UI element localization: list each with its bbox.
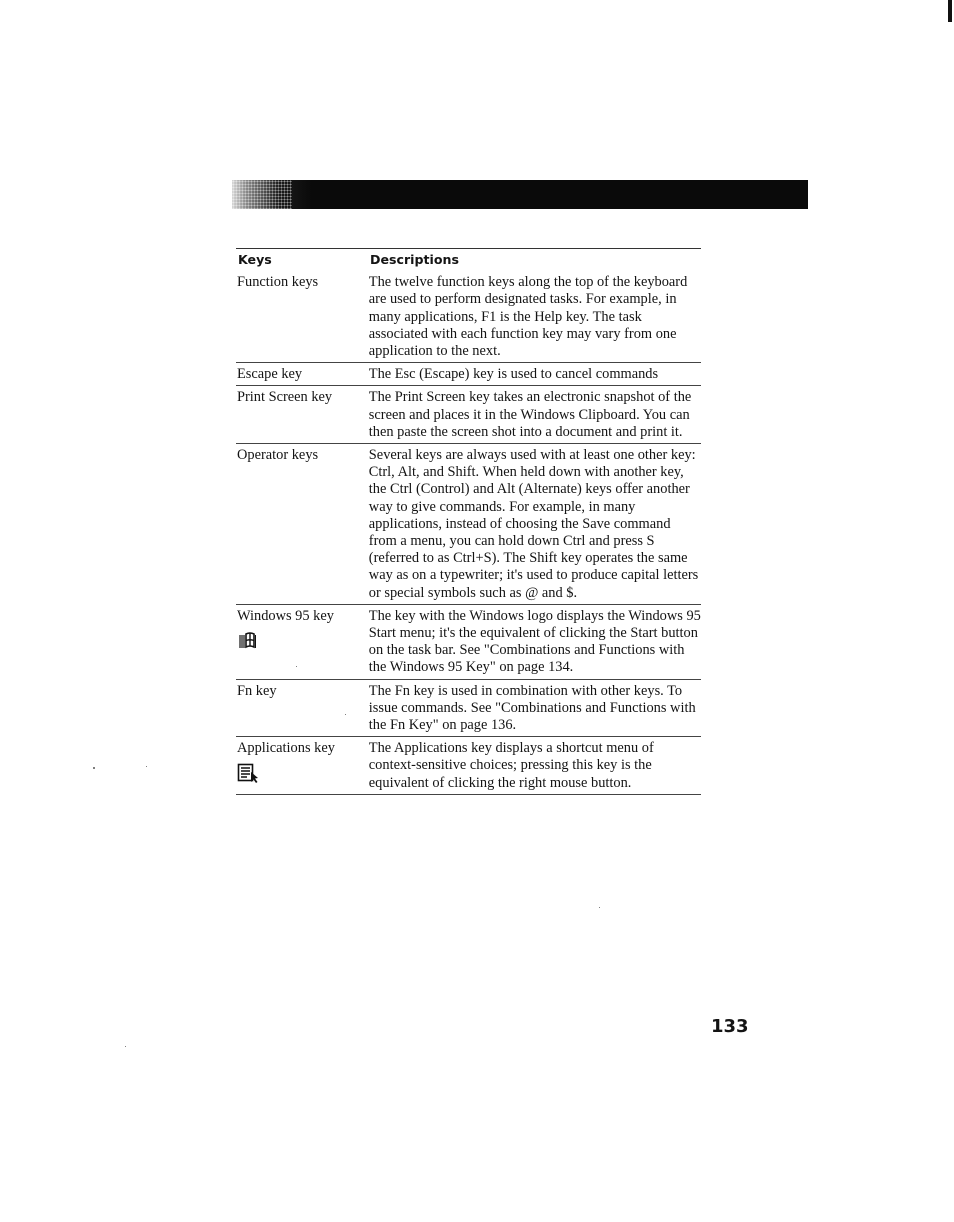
page-number: 133 [711,1016,749,1037]
key-description: The key with the Windows logo displays the Windows 95 Start menu; it's the equivalent of clicking the Start button on the task bar. See "Combinations and Functions with the Windows 95 Key" on page 134. [369,604,701,679]
key-description: The Fn key is used in combination with other keys. To issue commands. See "Combinations and Functions with the Fn Key" on page 136. [369,679,701,737]
scan-speck [296,666,297,667]
scan-speck [125,1046,126,1047]
scan-speck [599,907,600,908]
key-name: Fn key [236,679,369,737]
key-name: Operator keys [236,444,369,605]
scan-speck [93,767,95,769]
page-edge-mark [948,0,952,22]
table-row [236,363,701,386]
key-name: Applications key [237,740,335,757]
windows-logo-icon [237,631,259,651]
table-header [236,249,701,272]
applications-menu-icon [237,763,261,783]
key-cell-applications [236,737,369,795]
table-row [236,271,701,363]
scan-speck [146,766,147,767]
key-cell-windows [236,604,369,679]
key-name: Print Screen key [236,386,369,444]
header-band-dither [232,180,292,209]
table-header-row [236,249,701,272]
section-header-band [232,180,808,209]
table-row [236,604,701,679]
key-name: Windows 95 key [237,607,334,624]
keys-table [236,248,701,795]
key-description: Several keys are always used with at least one other key: Ctrl, Alt, and Shift. When held down with another key, the Ctrl (Control) and Alt (Alternate) keys offer another way to give commands. For example, in many applications, instead of choosing the Save command from a menu, you can hold down Ctrl and press S (referred to as Ctrl+S). The Shift key operates the same way as on a typewriter; it's used to produce capital letters or special symbols such as @ and $. [369,444,701,605]
key-description: The twelve function keys along the top of the keyboard are used to perform designated tasks. For example, in many applications, F1 is the Help key. The task associated with each function key may vary from one application to the next. [368,274,688,360]
key-description: The Applications key displays a shortcut menu of context-sensitive choices; pressing this key is the equivalent of clicking the right mouse button. [369,737,701,795]
key-name: Function keys [237,274,319,291]
scan-speck [345,714,346,715]
descriptions-column-header: Descriptions [370,252,459,267]
table-row [236,679,701,737]
key-description: The Esc (Escape) key is used to cancel commands [369,363,701,386]
key-name: Escape key [236,363,369,386]
table-row [236,737,701,795]
keys-column-header: Keys [238,252,272,267]
table-row [236,386,701,444]
key-description: The Print Screen key takes an electronic snapshot of the screen and places it in the Windows Clipboard. You can then paste the screen shot into a document and print it. [369,386,701,444]
table-row [236,444,701,605]
